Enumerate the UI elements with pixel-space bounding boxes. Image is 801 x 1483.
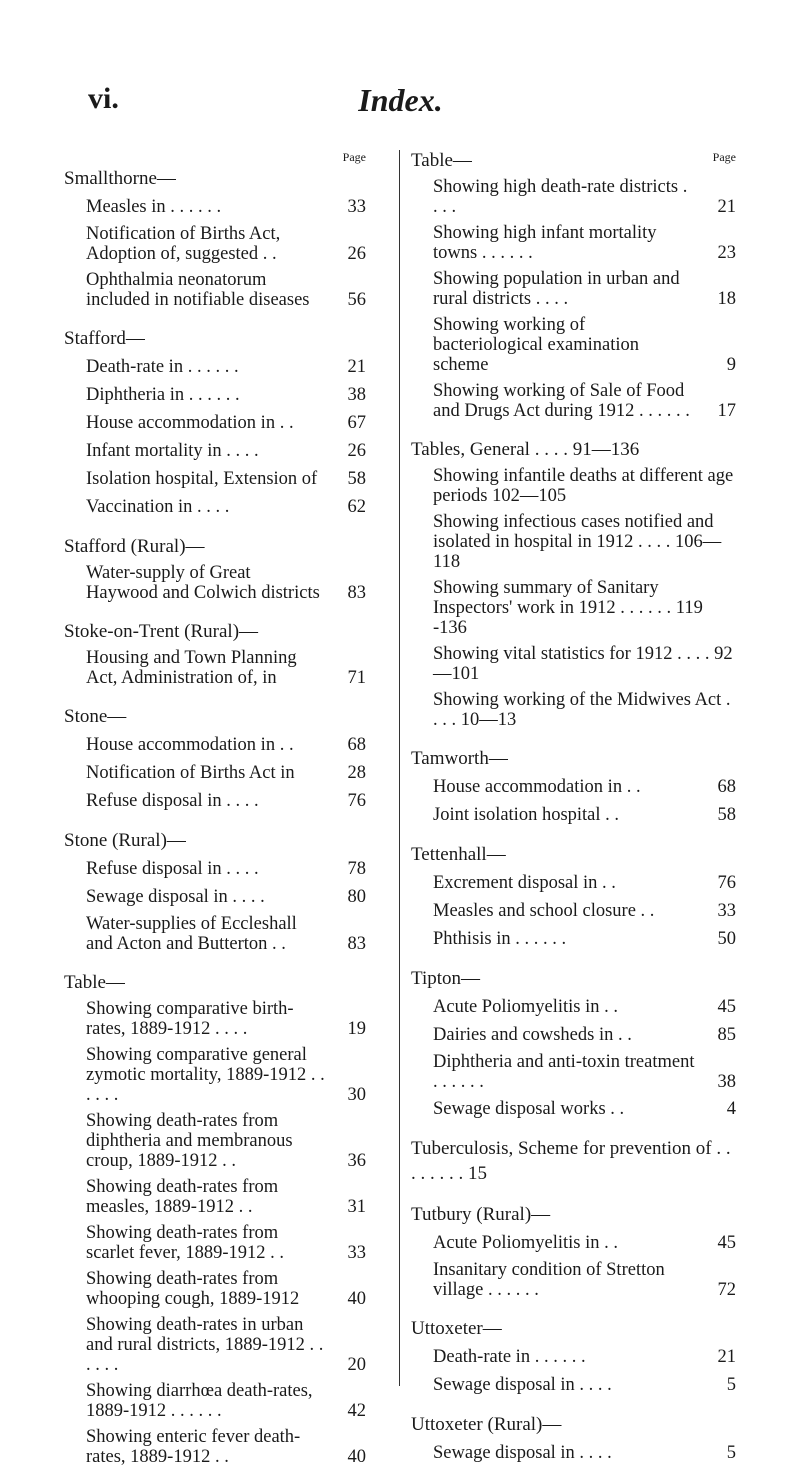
entry-text: Diphtheria in . . . . . . [86, 385, 240, 405]
entry-page-number: 36 [347, 1151, 366, 1171]
index-heading: Stoke-on-Trent (Rural)— [64, 621, 259, 642]
index-entry [64, 384, 366, 406]
index-entry [64, 440, 366, 462]
entry-text: Showing working of the Midwives Act . . . . 10—13 [433, 690, 731, 730]
entry-page-number: 4 [726, 1099, 736, 1119]
index-entry [64, 496, 366, 518]
entry-page-number: 76 [717, 873, 736, 893]
right-column [411, 148, 736, 1480]
index-group [411, 437, 736, 730]
entry-page-number: 18 [717, 289, 736, 309]
index-group [411, 1412, 736, 1464]
index-group [64, 970, 366, 1467]
index-entry [64, 762, 366, 784]
entry-page-number: 45 [717, 1233, 736, 1253]
entry-page-number: 40 [347, 1447, 366, 1467]
entry-text: Refuse disposal in . . . . [86, 859, 259, 879]
entry-text: Showing enteric fever death-rates, 1889-1912 . . [86, 1427, 301, 1467]
index-heading: Tettenhall— [411, 844, 506, 865]
entry-text: Joint isolation hospital . . [433, 805, 620, 825]
index-heading: Smallthorne— [64, 168, 176, 189]
entry-page-number: 26 [347, 244, 366, 264]
entry-text: Water-supplies of Eccleshall and Acton and Butterton . . [86, 914, 297, 954]
entry-page-number: 67 [347, 413, 366, 433]
entry-page-number: 85 [717, 1025, 736, 1045]
entry-page-number: 5 [726, 1375, 736, 1395]
entry-text: Sewage disposal in . . . . [433, 1443, 612, 1463]
index-entry [411, 512, 736, 572]
entry-text: Showing vital statistics for 1912 . . . . 92—101 [433, 644, 733, 684]
entry-text: House accommodation in . . [86, 413, 294, 433]
entry-text: Sewage disposal works . . [433, 1099, 625, 1119]
entry-text: Showing comparative general zymotic mortality, 1889-1912 . . . . . . [86, 1045, 325, 1105]
index-heading: Tutbury (Rural)— [411, 1204, 551, 1225]
entry-text: Showing working of Sale of Food and Drugs Act during 1912 . . . . . . [433, 381, 690, 421]
entry-page-number: 19 [347, 1019, 366, 1039]
index-entry [411, 1052, 736, 1092]
index-group [64, 534, 366, 603]
index-group [64, 326, 366, 518]
entry-page-number: 28 [347, 763, 366, 783]
entry-text: Death-rate in . . . . . . [86, 357, 239, 377]
entry-page-number: 40 [347, 1289, 366, 1309]
index-entry [64, 1045, 366, 1105]
index-entry [64, 914, 366, 954]
entry-page-number: 38 [717, 1072, 736, 1092]
index-entry [64, 1111, 366, 1171]
entry-text: Showing working of bacteriological examination scheme [433, 315, 639, 375]
entry-page-number: 21 [347, 357, 366, 377]
index-entry [411, 578, 736, 638]
entry-page-number: 80 [347, 887, 366, 907]
entry-page-number: 23 [717, 243, 736, 263]
entry-text: Refuse disposal in . . . . [86, 791, 259, 811]
entry-page-number: 38 [347, 385, 366, 405]
entry-page-number: 68 [347, 735, 366, 755]
entry-page-number: 21 [717, 197, 736, 217]
index-entry [411, 900, 736, 922]
entry-text: Water-supply of Great Haywood and Colwich districts [86, 563, 320, 603]
entry-page-number: 71 [347, 668, 366, 688]
index-entry [411, 315, 736, 375]
entry-page-number: 58 [717, 805, 736, 825]
index-entry [64, 858, 366, 880]
entry-text: Showing high infant mortality towns . . . . . . [433, 223, 657, 263]
entry-text: Showing comparative birth-rates, 1889-1912 . . . . [86, 999, 294, 1039]
index-entry [64, 1177, 366, 1217]
index-heading: Uttoxeter (Rural)— [411, 1414, 562, 1435]
index-heading: Tables, General . . . . 91—136 [411, 439, 640, 460]
index-entry [411, 466, 736, 506]
entry-text: Showing summary of Sanitary Inspectors' work in 1912 . . . . . . 119 -136 [433, 578, 703, 638]
entry-text: Showing high death-rate districts . . . . [433, 177, 688, 217]
index-entry [64, 1223, 366, 1263]
index-entry [411, 804, 736, 826]
entry-page-number: 58 [347, 469, 366, 489]
entry-page-number: 68 [717, 777, 736, 797]
index-heading: Table— [64, 972, 125, 993]
index-entry [64, 412, 366, 434]
entry-page-number: 78 [347, 859, 366, 879]
entry-text: Showing death-rates in urban and rural districts, 1889-1912 . . . . . . [86, 1315, 324, 1375]
index-entry [411, 1024, 736, 1046]
index-heading: Uttoxeter— [411, 1318, 502, 1339]
entry-text: House accommodation in . . [433, 777, 641, 797]
index-group [411, 1136, 736, 1186]
entry-page-number: 33 [717, 901, 736, 921]
index-group [411, 148, 736, 421]
entry-text: Showing diarrhœa death-rates, 1889-1912 . . . . . . [86, 1381, 313, 1421]
index-heading: Stone— [64, 706, 127, 727]
entry-text: Notification of Births Act in [86, 763, 295, 783]
index-entry [411, 1346, 736, 1368]
entry-text: Insanitary condition of Stretton village . . . . . . [433, 1260, 665, 1300]
entry-text: Dairies and cowsheds in . . [433, 1025, 632, 1045]
entry-text: Vaccination in . . . . [86, 497, 230, 517]
entry-page-number: 17 [717, 401, 736, 421]
index-entry [411, 223, 736, 263]
index-entry [411, 928, 736, 950]
left-column [64, 148, 366, 1483]
entry-page-number: 33 [347, 197, 366, 217]
entry-page-number: 45 [717, 997, 736, 1017]
index-entry [411, 1232, 736, 1254]
index-heading: Stone (Rural)— [64, 830, 186, 851]
index-entry [411, 1374, 736, 1396]
index-heading: Table— [411, 150, 472, 171]
index-heading: Tipton— [411, 968, 480, 989]
entry-page-number: 30 [347, 1085, 366, 1105]
index-group [411, 1316, 736, 1396]
entry-page-number: 20 [347, 1355, 366, 1375]
index-entry [64, 648, 366, 688]
index-entry [411, 1098, 736, 1120]
entry-text: House accommodation in . . [86, 735, 294, 755]
entry-text: Acute Poliomyelitis in . . [433, 1233, 618, 1253]
index-group [64, 704, 366, 812]
entry-text: Diphtheria and anti-toxin treatment . . . . . . [433, 1052, 695, 1092]
entry-page-number: 83 [347, 583, 366, 603]
index-entry [411, 177, 736, 217]
index-entry [64, 1315, 366, 1375]
entry-page-number: 9 [726, 355, 736, 375]
index-group [411, 842, 736, 950]
page-number: vi. [88, 82, 119, 115]
page-title: Index. [358, 82, 443, 118]
entry-page-number: 50 [717, 929, 736, 949]
entry-text: Measles in . . . . . . [86, 197, 222, 217]
entry-page-number: 26 [347, 441, 366, 461]
index-entry [64, 1269, 366, 1309]
entry-text: Ophthalmia neonatorum included in notifiable diseases [86, 270, 310, 310]
entry-page-number: 83 [347, 934, 366, 954]
index-entry [64, 196, 366, 218]
index-entry [64, 356, 366, 378]
entry-page-number: 72 [717, 1280, 736, 1300]
page-column-label: Page [342, 150, 366, 164]
entry-text: Showing death-rates from scarlet fever, 1889-1912 . . [86, 1223, 285, 1263]
index-entry [411, 1260, 736, 1300]
index-entry [411, 1442, 736, 1464]
entry-text: Excrement disposal in . . [433, 873, 616, 893]
index-entry [64, 886, 366, 908]
entry-page-number: 62 [347, 497, 366, 517]
index-group [411, 966, 736, 1120]
index-group [64, 619, 366, 688]
index-heading: Stafford— [64, 328, 145, 349]
index-heading: Stafford (Rural)— [64, 536, 205, 557]
index-entry [411, 644, 736, 684]
column-divider [399, 150, 400, 1386]
entry-text: Acute Poliomyelitis in . . [433, 997, 618, 1017]
entry-page-number: 33 [347, 1243, 366, 1263]
entry-text: Phthisis in . . . . . . [433, 929, 567, 949]
index-entry [411, 996, 736, 1018]
entry-page-number: 21 [717, 1347, 736, 1367]
entry-text: Isolation hospital, Extension of [86, 469, 318, 489]
index-entry [64, 999, 366, 1039]
index-heading: Tuberculosis, Scheme for prevention of . . . . . . . . 15 [411, 1138, 731, 1184]
index-entry [64, 563, 366, 603]
entry-text: Sewage disposal in . . . . [86, 887, 265, 907]
index-group [64, 166, 366, 310]
entry-text: Showing death-rates from diphtheria and membranous croup, 1889-1912 . . [86, 1111, 293, 1171]
index-entry [64, 468, 366, 490]
index-entry [64, 224, 366, 264]
entry-text: Infant mortality in . . . . [86, 441, 259, 461]
index-entry [64, 270, 366, 310]
entry-text: Showing death-rates from whooping cough, 1889-1912 [86, 1269, 300, 1309]
index-entry [411, 690, 736, 730]
index-entry [64, 790, 366, 812]
entry-text: Showing population in urban and rural districts . . . . [433, 269, 680, 309]
page-header [0, 82, 801, 122]
entry-text: Death-rate in . . . . . . [433, 1347, 586, 1367]
index-group [411, 1202, 736, 1300]
entry-text: Showing infectious cases notified and isolated in hospital in 1912 . . . . 106—118 [433, 512, 722, 572]
index-entry [411, 269, 736, 309]
entry-page-number: 76 [347, 791, 366, 811]
index-entry [64, 734, 366, 756]
entry-text: Showing death-rates from measles, 1889-1912 . . [86, 1177, 279, 1217]
index-group [64, 828, 366, 954]
entry-page-number: 5 [726, 1443, 736, 1463]
entry-text: Measles and school closure . . [433, 901, 655, 921]
entry-text: Showing infantile deaths at different age periods 102—105 [433, 466, 734, 506]
index-entry [411, 872, 736, 894]
index-heading: Tamworth— [411, 748, 508, 769]
index-entry [64, 1381, 366, 1421]
entry-page-number: 42 [347, 1401, 366, 1421]
entry-text: Housing and Town Planning Act, Administration of, in [86, 648, 297, 688]
index-entry [411, 776, 736, 798]
entry-page-number: 31 [347, 1197, 366, 1217]
index-group [411, 746, 736, 826]
entry-text: Sewage disposal in . . . . [433, 1375, 612, 1395]
index-entry [411, 381, 736, 421]
page-column-label: Page [712, 150, 736, 164]
entry-text: Notification of Births Act, Adoption of, suggested . . [86, 224, 281, 264]
entry-page-number: 56 [347, 290, 366, 310]
index-entry [64, 1427, 366, 1467]
